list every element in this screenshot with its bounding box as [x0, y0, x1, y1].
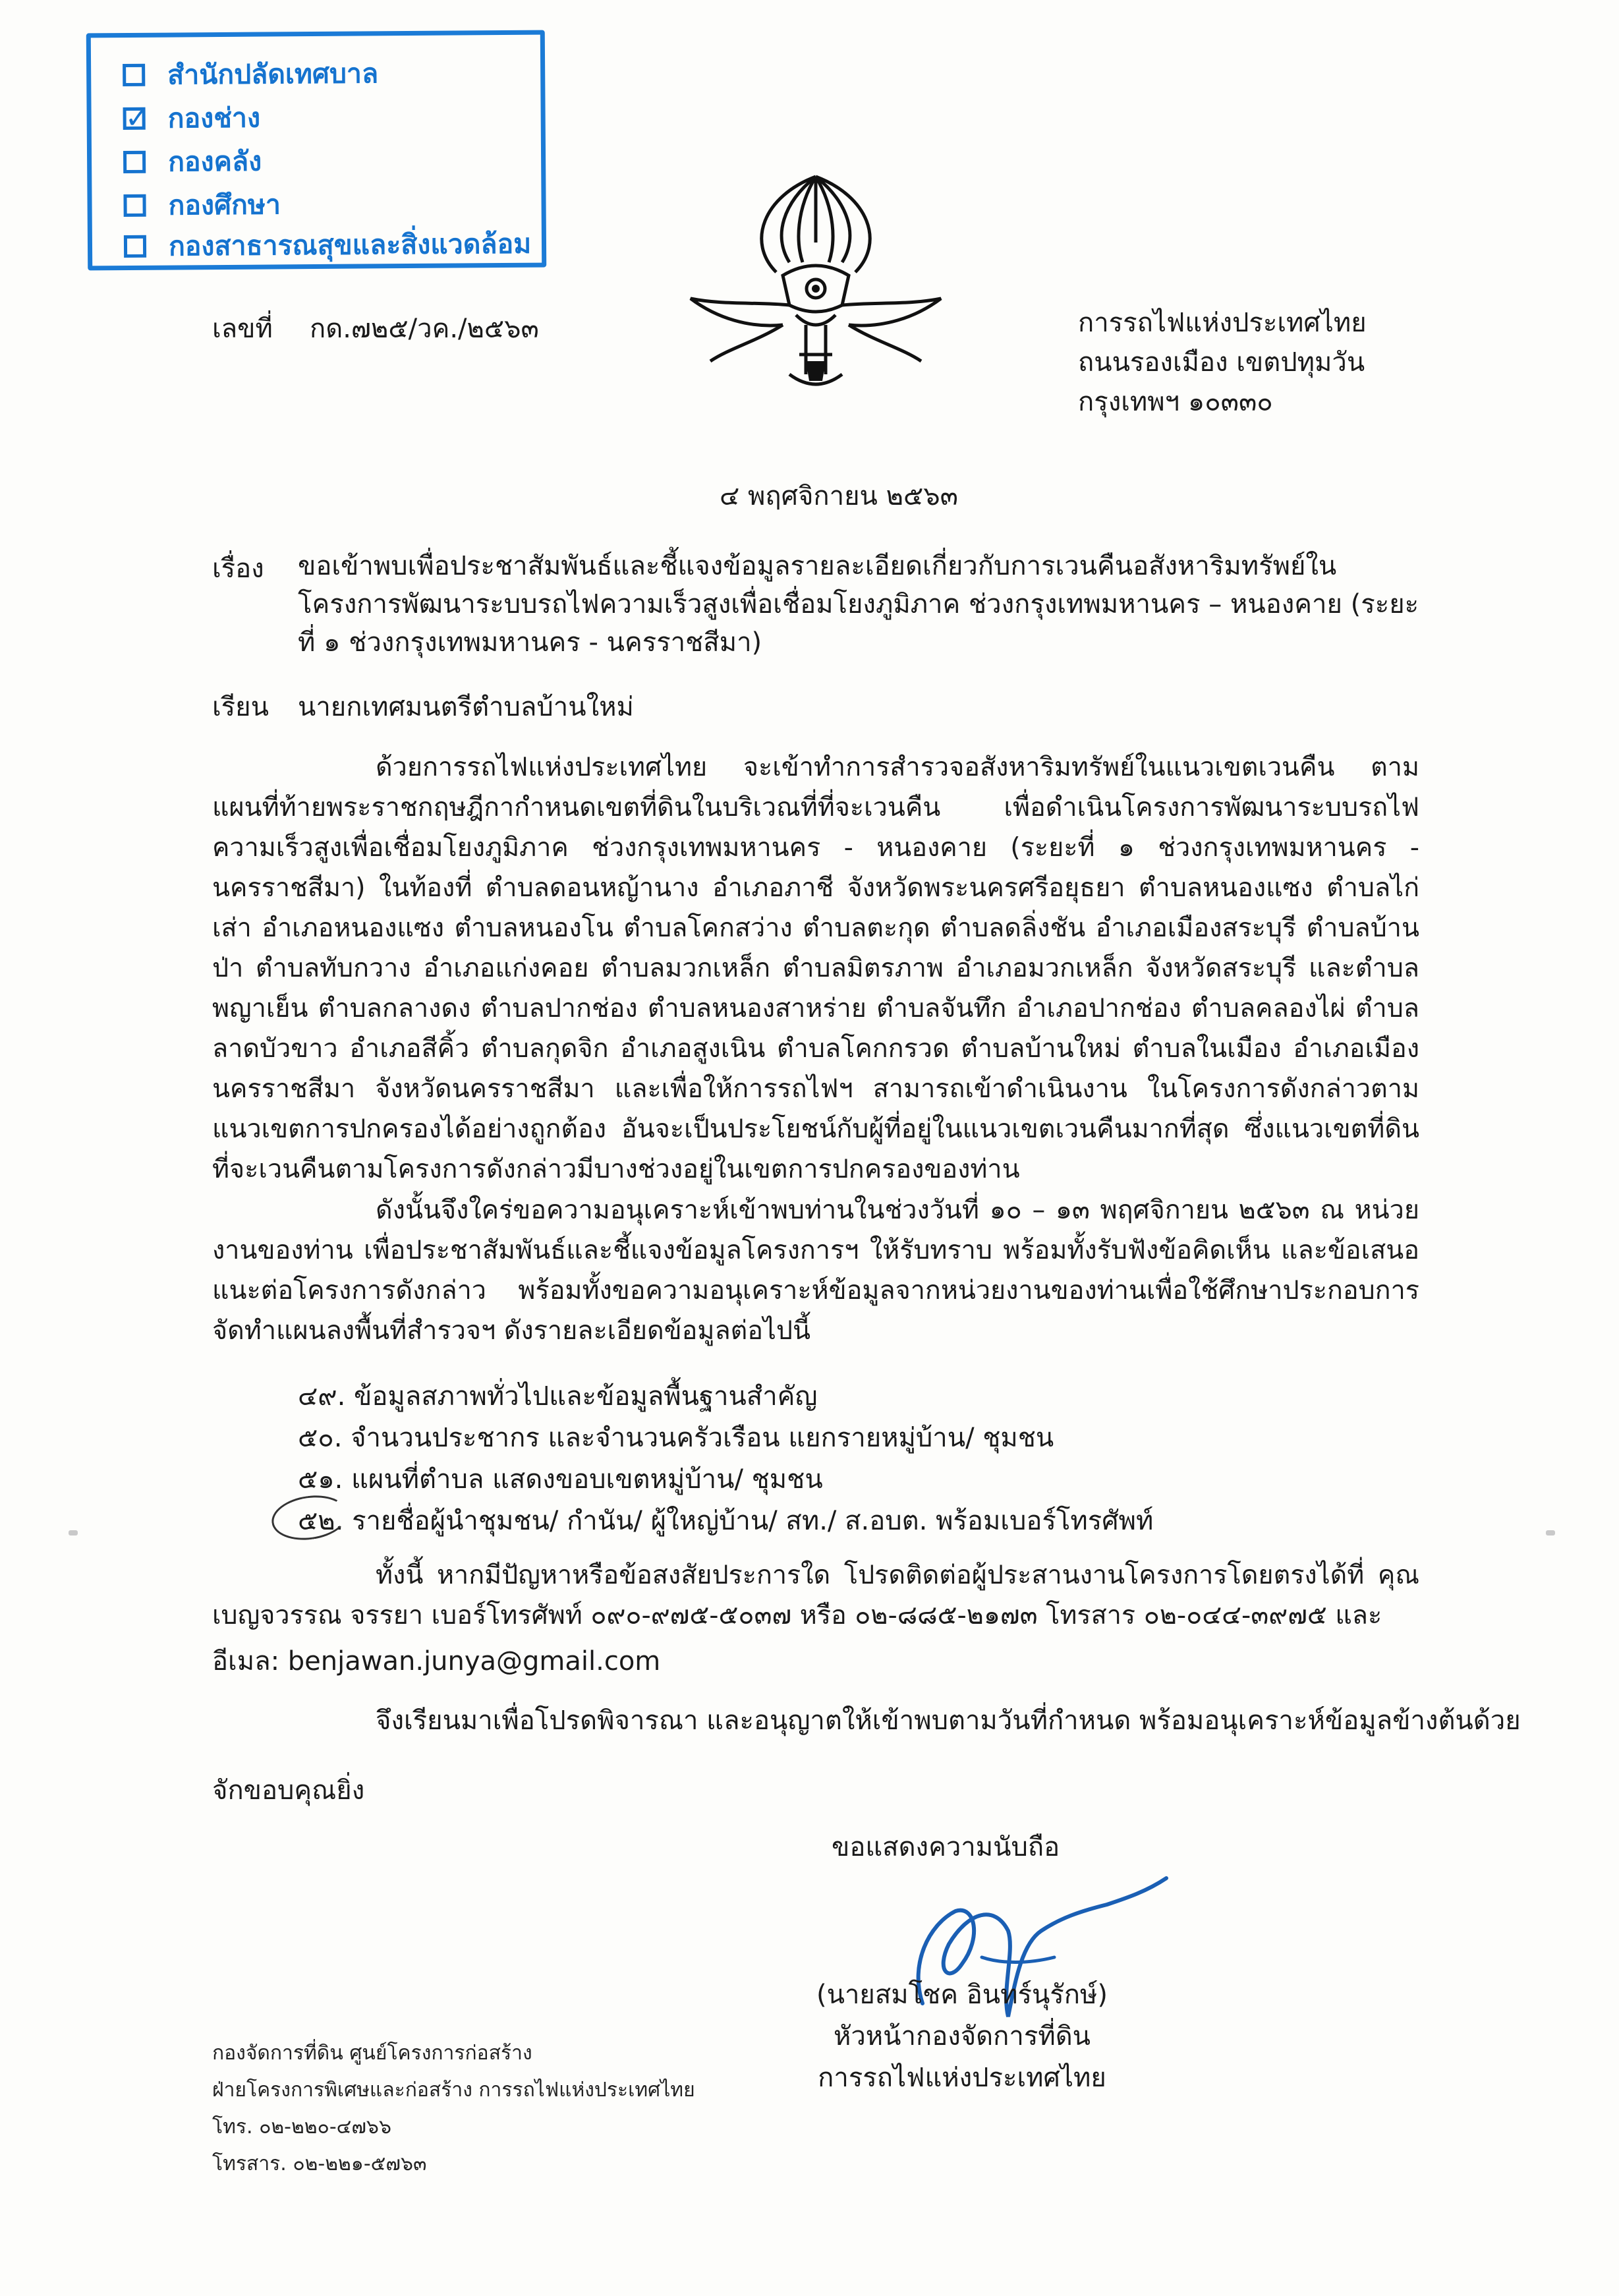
- sender-address: [1078, 303, 1367, 422]
- checkbox-icon: [123, 194, 146, 217]
- state-railway-emblem-icon: [684, 163, 948, 401]
- check-mark-icon: ✓: [125, 101, 150, 136]
- list-item: ๕๒. รายชื่อผู้นำชุมชน/ กำนัน/ ผู้ใหญ่บ้าน/ สท./ ส.อบต. พร้อมเบอร์โทรศัพท์: [298, 1506, 1154, 1536]
- footer-line: โทรสาร. ๐๒-๒๒๑-๕๗๖๓: [212, 2152, 427, 2175]
- footer-line: กองจัดการที่ดิน ศูนย์โครงการก่อสร้าง: [212, 2042, 532, 2065]
- salutation-text: นายกเทศมนตรีตำบลบ้านใหม่: [298, 692, 634, 722]
- checkbox-icon: [123, 151, 146, 173]
- stamp-row: [123, 51, 378, 97]
- signatory-name: (นายสมโชค อินทร์นุรักษ์): [816, 1980, 1108, 2010]
- checked-box-icon: [123, 101, 150, 136]
- signatory-organization: การรถไฟแห่งประเทศไทย: [818, 2063, 1106, 2093]
- signatory-block: [791, 1974, 1133, 2099]
- stamp-label: กองช่าง: [167, 101, 261, 134]
- checkbox-icon: [123, 64, 145, 86]
- email-line: อีเมล: benjawan.junya@gmail.com: [212, 1646, 661, 1677]
- stamp-label: กองศึกษา: [168, 188, 281, 221]
- list-item: ๕๐. จำนวนประชากร และจำนวนครัวเรือน แยกรายหมู่บ้าน/ ชุมชน: [298, 1423, 1054, 1453]
- stamp-row: [124, 222, 532, 268]
- footer-contact: [212, 2035, 695, 2183]
- salutation-label: เรียน: [212, 692, 269, 722]
- body-paragraph: ทั้งนี้ หากมีปัญหาหรือข้อสงสัยประการใด โปรดติดต่อผู้ประสานงานโครงการโดยตรงได้ที่ คุณเบญจวรรณ จรรยา เบอร์โทรศัพท์ ๐๙๐-๙๗๕-๕๐๓๗ หรือ ๐๒-๘๘๕-๒๑๗๓ โทรสาร ๐๒-๐๔๔-๓๙๗๕ และ: [212, 1560, 1419, 1630]
- scan-speck: [1546, 1530, 1555, 1535]
- footer-line: โทร. ๐๒-๒๒๐-๔๗๖๖: [212, 2115, 392, 2138]
- routing-stamp: [86, 30, 546, 271]
- list-item: ๔๙. ข้อมูลสภาพทั่วไปและข้อมูลพื้นฐานสำคัญ: [298, 1381, 818, 1412]
- letter-date: ๔ พฤศจิกายน ๒๕๖๓: [720, 481, 958, 511]
- signatory-position: หัวหน้ากองจัดการที่ดิน: [833, 2021, 1091, 2052]
- closing-paragraph: จึงเรียนมาเพื่อโปรดพิจารณา และอนุญาตให้เข้าพบตามวันที่กำหนด พร้อมอนุเคราะห์ข้อมูลข้างต้นด้วย: [376, 1706, 1521, 1736]
- document-number-label: เลขที่: [212, 314, 273, 344]
- checkbox-icon: [124, 235, 146, 258]
- document-number-value: กด.๗๒๕/วค./๒๕๖๓: [310, 314, 539, 344]
- address-line: กรุงเทพฯ ๑๐๓๓๐: [1078, 387, 1273, 417]
- body-paragraph: ด้วยการรถไฟแห่งประเทศไทย จะเข้าทำการสำรวจอสังหาริมทรัพย์ในแนวเขตเวนคืน ตามแผนที่ท้ายพระราชกฤษฎีกากำหนดเขตที่ดินในบริเวณที่ที่จะเวนคืน เพื่อดำเนินโครงการพัฒนาระบบรถไฟความเร็วสูงเพื่อเชื่อมโยงภูมิภาค ช่วงกรุงเทพมหานคร - หนองคาย (ระยะที่ ๑ ช่วงกรุงเทพมหานคร - นครราชสีมา) ในท้องที่ ตำบลดอนหญ้านาง อำเภอภาชี จังหวัดพระนครศรีอยุธยา ตำบลหนองแซง ตำบลไก่เส่า อำเภอหนองแซง ตำบลหนองโน ตำบลโคกสว่าง ตำบลตะกุด ตำบลดลิ่งชัน อำเภอเมืองสระบุรี ตำบลบ้านป่า ตำบลทับกวาง อำเภอแก่งคอย ตำบลมวกเหล็ก ตำบลมิตรภาพ อำเภอมวกเหล็ก จังหวัดสระบุรี และตำบลพญาเย็น ตำบลกลางดง ตำบลปากช่อง ตำบลหนองสาหร่าย ตำบลจันทึก อำเภอปากช่อง ตำบลคลองไผ่ ตำบลลาดบัวขาว อำเภอสีคิ้ว ตำบลกุดจิก อำเภอสูงเนิน ตำบลโคกกรวด ตำบลบ้านใหม่ ตำบลในเมือง อำเภอเมืองนครราชสีมา จังหวัดนครราชสีมา และเพื่อให้การรถไฟฯ สามารถเข้าดำเนินงาน ในโครงการดังกล่าวตามแนวเขตการปกครองได้อย่างถูกต้อง อันจะเป็นประโยชน์กับผู้ที่อยู่ในแนวเขตเวนคืนมากที่สุด ซึ่งแนวเขตที่ดินที่จะเวนคืนตามโครงการดังกล่าวมีบางช่วงอยู่ในเขตการปกครองของท่าน: [212, 752, 1419, 1184]
- subject-text: ขอเข้าพบเพื่อประชาสัมพันธ์และชี้แจงข้อมูลรายละเอียดเกี่ยวกับการเวนคืนอสังหาริมทรัพย์ในโครงการพัฒนาระบบรถไฟความเร็วสูงเพื่อเชื่อมโยงภูมิภาค ช่วงกรุงเทพมหานคร – หนองคาย (ระยะที่ ๑ ช่วงกรุงเทพมหานคร - นครราชสีมา): [298, 551, 1419, 658]
- stamp-label: กองคลัง: [167, 145, 262, 178]
- stamp-row: [123, 183, 281, 227]
- thanks-line: จักขอบคุณยิ่ง: [212, 1775, 365, 1806]
- address-line: ถนนรองเมือง เขตปทุมวัน: [1078, 347, 1365, 378]
- request-list: [298, 1376, 1153, 1542]
- stamp-row: [123, 140, 262, 184]
- list-item: ๕๑. แผนที่ตำบล แสดงขอบเขตหมู่บ้าน/ ชุมชน: [298, 1464, 823, 1495]
- respect-line: ขอแสดงความนับถือ: [832, 1832, 1060, 1862]
- scan-speck: [69, 1530, 78, 1535]
- subject-label: เรื่อง: [212, 554, 264, 584]
- address-line: การรถไฟแห่งประเทศไทย: [1078, 308, 1367, 338]
- body-paragraph: ดังนั้นจึงใคร่ขอความอนุเคราะห์เข้าพบท่านในช่วงวันที่ ๑๐ – ๑๓ พฤศจิกายน ๒๕๖๓ ณ หน่วยงานของท่าน เพื่อประชาสัมพันธ์และชี้แจงข้อมูลโครงการฯ ให้รับทราบ พร้อมทั้งรับฟังข้อคิดเห็น และข้อเสนอแนะต่อโครงการดังกล่าว พร้อมทั้งขอความอนุเคราะห์ข้อมูลจากหน่วยงานของท่านเพื่อใช้ศึกษาประกอบการจัดทำแผนลงพื้นที่สำรวจฯ ดังรายละเอียดข้อมูลต่อไปนี้: [212, 1195, 1419, 1346]
- stamp-row: [123, 96, 260, 140]
- stamp-label: สำนักปลัดเทศบาล: [167, 57, 379, 91]
- footer-line: ฝ่ายโครงการพิเศษและก่อสร้าง การรถไฟแห่งประเทศไทย: [212, 2079, 695, 2102]
- stamp-label: กองสาธารณสุขและสิ่งแวดล้อม: [168, 227, 532, 262]
- document-number: [212, 307, 539, 349]
